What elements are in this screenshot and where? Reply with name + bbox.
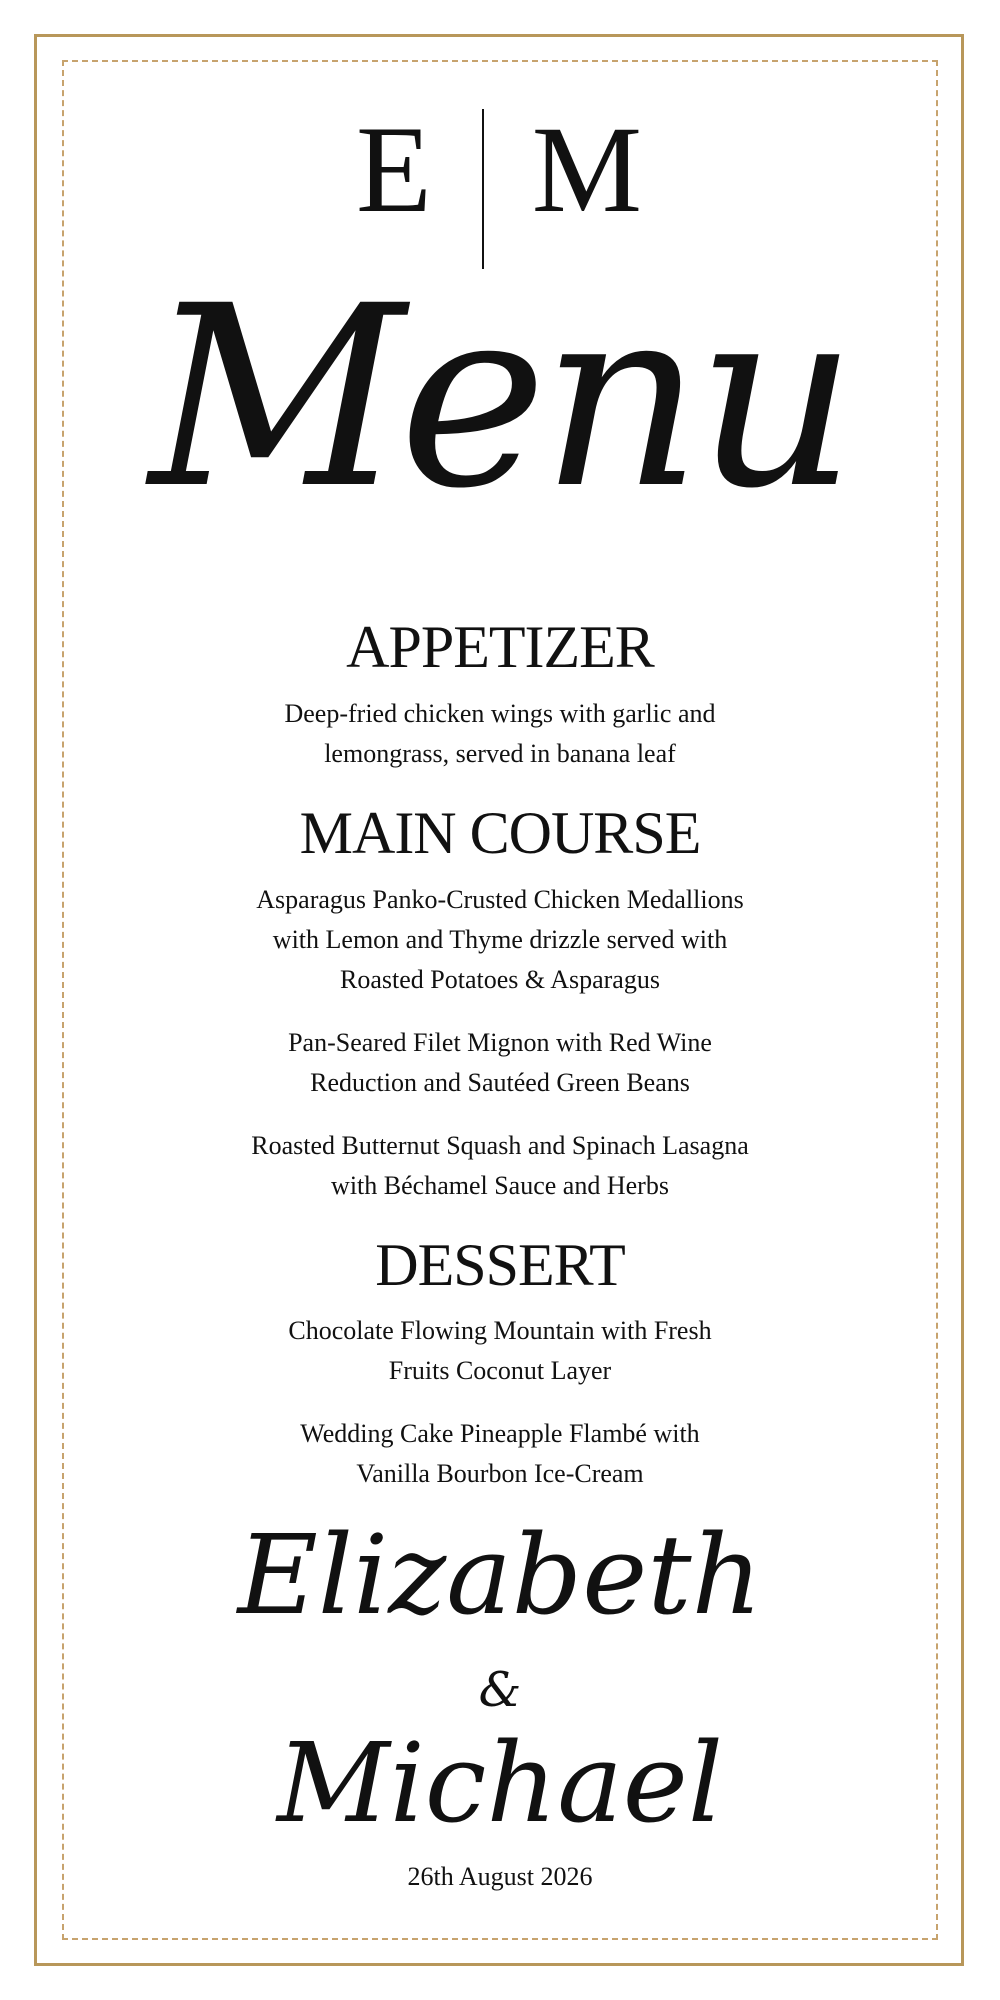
menu-item-line: Reduction and Sautéed Green Beans xyxy=(310,1068,690,1097)
couple-name-1: Elizabeth xyxy=(237,1511,763,1639)
main-course-item-1 xyxy=(0,880,1000,1000)
appetizer-item-1 xyxy=(0,694,1000,774)
menu-title: Menu xyxy=(149,252,851,543)
menu-item-line: with Lemon and Thyme drizzle served with xyxy=(272,925,728,954)
dessert-heading: DESSERT xyxy=(375,1232,625,1298)
menu-item-line: Deep-fried chicken wings with garlic and xyxy=(284,699,716,728)
main-course-item-3 xyxy=(0,1126,1000,1206)
menu-item-line: with Béchamel Sauce and Herbs xyxy=(331,1171,669,1200)
menu-item-line: Pan-Seared Filet Mignon with Red Wine xyxy=(288,1028,712,1057)
menu-item-line: Fruits Coconut Layer xyxy=(388,1356,612,1385)
dessert-item-1 xyxy=(0,1311,1000,1391)
main-course-section xyxy=(0,798,1000,868)
appetizer-heading: APPETIZER xyxy=(346,614,654,680)
couple-name-2: Michael xyxy=(276,1719,724,1847)
menu-item-line: Roasted Butternut Squash and Spinach Lasagna xyxy=(251,1131,749,1160)
monogram xyxy=(0,101,1000,265)
ampersand: & xyxy=(478,1662,522,1718)
menu-item-line: Vanilla Bourbon Ice-Cream xyxy=(356,1459,644,1488)
monogram-right-initial: M xyxy=(531,101,644,238)
menu-item-line: Wedding Cake Pineapple Flambé with xyxy=(300,1419,700,1448)
appetizer-section xyxy=(0,612,1000,682)
menu-item-line: lemongrass, served in banana leaf xyxy=(324,739,676,768)
menu-item-line: Asparagus Panko-Crusted Chicken Medallions xyxy=(256,885,744,914)
event-date: 26th August 2026 xyxy=(407,1862,593,1891)
menu-item-line: Chocolate Flowing Mountain with Fresh xyxy=(288,1316,712,1345)
dessert-section xyxy=(0,1230,1000,1300)
main-course-heading: MAIN COURSE xyxy=(299,800,701,866)
monogram-left-initial: E xyxy=(355,101,434,238)
dessert-item-2 xyxy=(0,1414,1000,1494)
menu-item-line: Roasted Potatoes & Asparagus xyxy=(340,965,660,994)
monogram-divider xyxy=(482,109,484,269)
main-course-item-2 xyxy=(0,1023,1000,1103)
